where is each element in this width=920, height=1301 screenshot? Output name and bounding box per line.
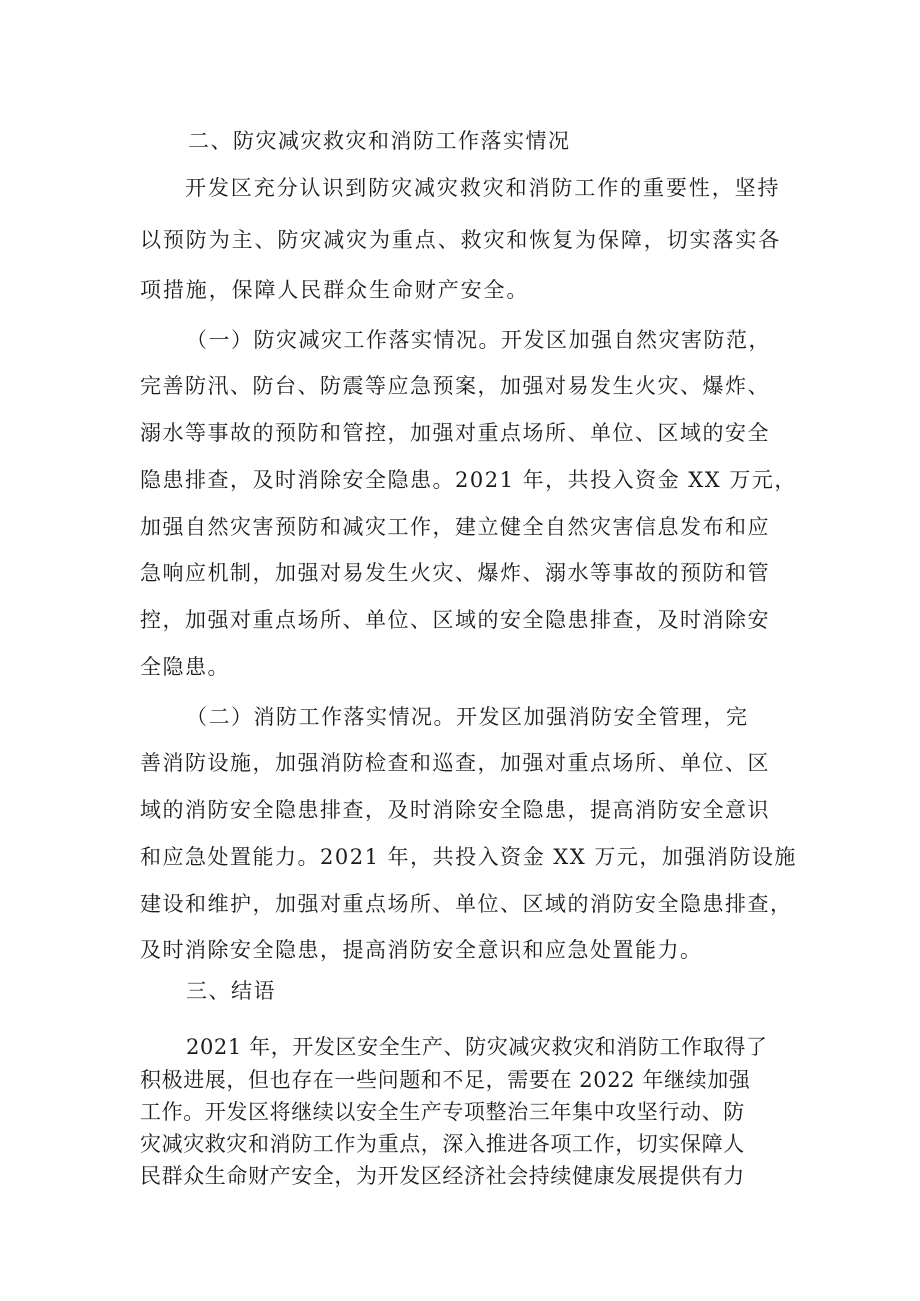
sub1-line-7: 控，加强对重点场所、单位、区域的安全隐患排查，及时消除安 <box>140 608 770 632</box>
conclusion-line-5: 民群众生命财产安全，为开发区经济社会持续健康发展提供有力 <box>140 1164 745 1188</box>
sub2-line-1: （二）消防工作落实情况。开发区加强消防安全管理，完 <box>186 705 749 729</box>
sub2-line-4: 和应急处置能力。2021 年，共投入资金 XX 万元，加强消防设施 <box>140 845 797 869</box>
sub1-line-1: （一）防灾减灾工作落实情况。开发区加强自然灾害防范， <box>186 328 771 352</box>
sub1-line-3: 溺水等事故的预防和管控，加强对重点场所、单位、区域的安全 <box>140 421 770 445</box>
sub1-line-6: 急响应机制，加强对易发生火灾、爆炸、溺水等事故的预防和管 <box>140 561 770 585</box>
conclusion-line-1: 2021 年，开发区安全生产、防灾减灾救灾和消防工作取得了 <box>186 1035 768 1059</box>
sub1-line-5: 加强自然灾害预防和减灾工作，建立健全自然灾害信息发布和应 <box>140 515 770 539</box>
sub2-line-5: 建设和维护，加强对重点场所、单位、区域的消防安全隐患排查， <box>140 892 793 916</box>
sub1-line-4: 隐患排查，及时消除安全隐患。2021 年，共投入资金 XX 万元， <box>140 468 797 492</box>
sub1-line-2: 完善防汛、防台、防震等应急预案，加强对易发生火灾、爆炸、 <box>140 374 770 398</box>
sub2-line-2: 善消防设施，加强消防检查和巡查，加强对重点场所、单位、区 <box>140 751 770 775</box>
sub2-line-6: 及时消除安全隐患，提高消防安全意识和应急处置能力。 <box>140 938 703 962</box>
intro-line-3: 项措施，保障人民群众生命财产安全。 <box>140 278 530 302</box>
sub2-line-3: 域的消防安全隐患排查，及时消除安全隐患，提高消防安全意识 <box>140 798 770 822</box>
section-3-heading: 三、结语 <box>186 979 276 1003</box>
conclusion-line-3: 工作。开发区将继续以安全生产专项整治三年集中攻坚行动、防 <box>140 1100 745 1124</box>
conclusion-line-4: 灾减灾救灾和消防工作为重点，深入推进各项工作，切实保障人 <box>140 1132 745 1156</box>
section-2-heading: 二、防灾减灾救灾和消防工作落实情况 <box>188 129 571 153</box>
conclusion-line-2: 积极进展，但也存在一些问题和不足，需要在 2022 年继续加强 <box>140 1068 751 1092</box>
sub1-line-8: 全隐患。 <box>140 655 230 679</box>
intro-line-2: 以预防为主、防灾减灾为重点、救灾和恢复为保障，切实落实各 <box>140 228 782 252</box>
intro-line-1: 开发区充分认识到防灾减灾救灾和消防工作的重要性，坚持 <box>185 176 781 200</box>
